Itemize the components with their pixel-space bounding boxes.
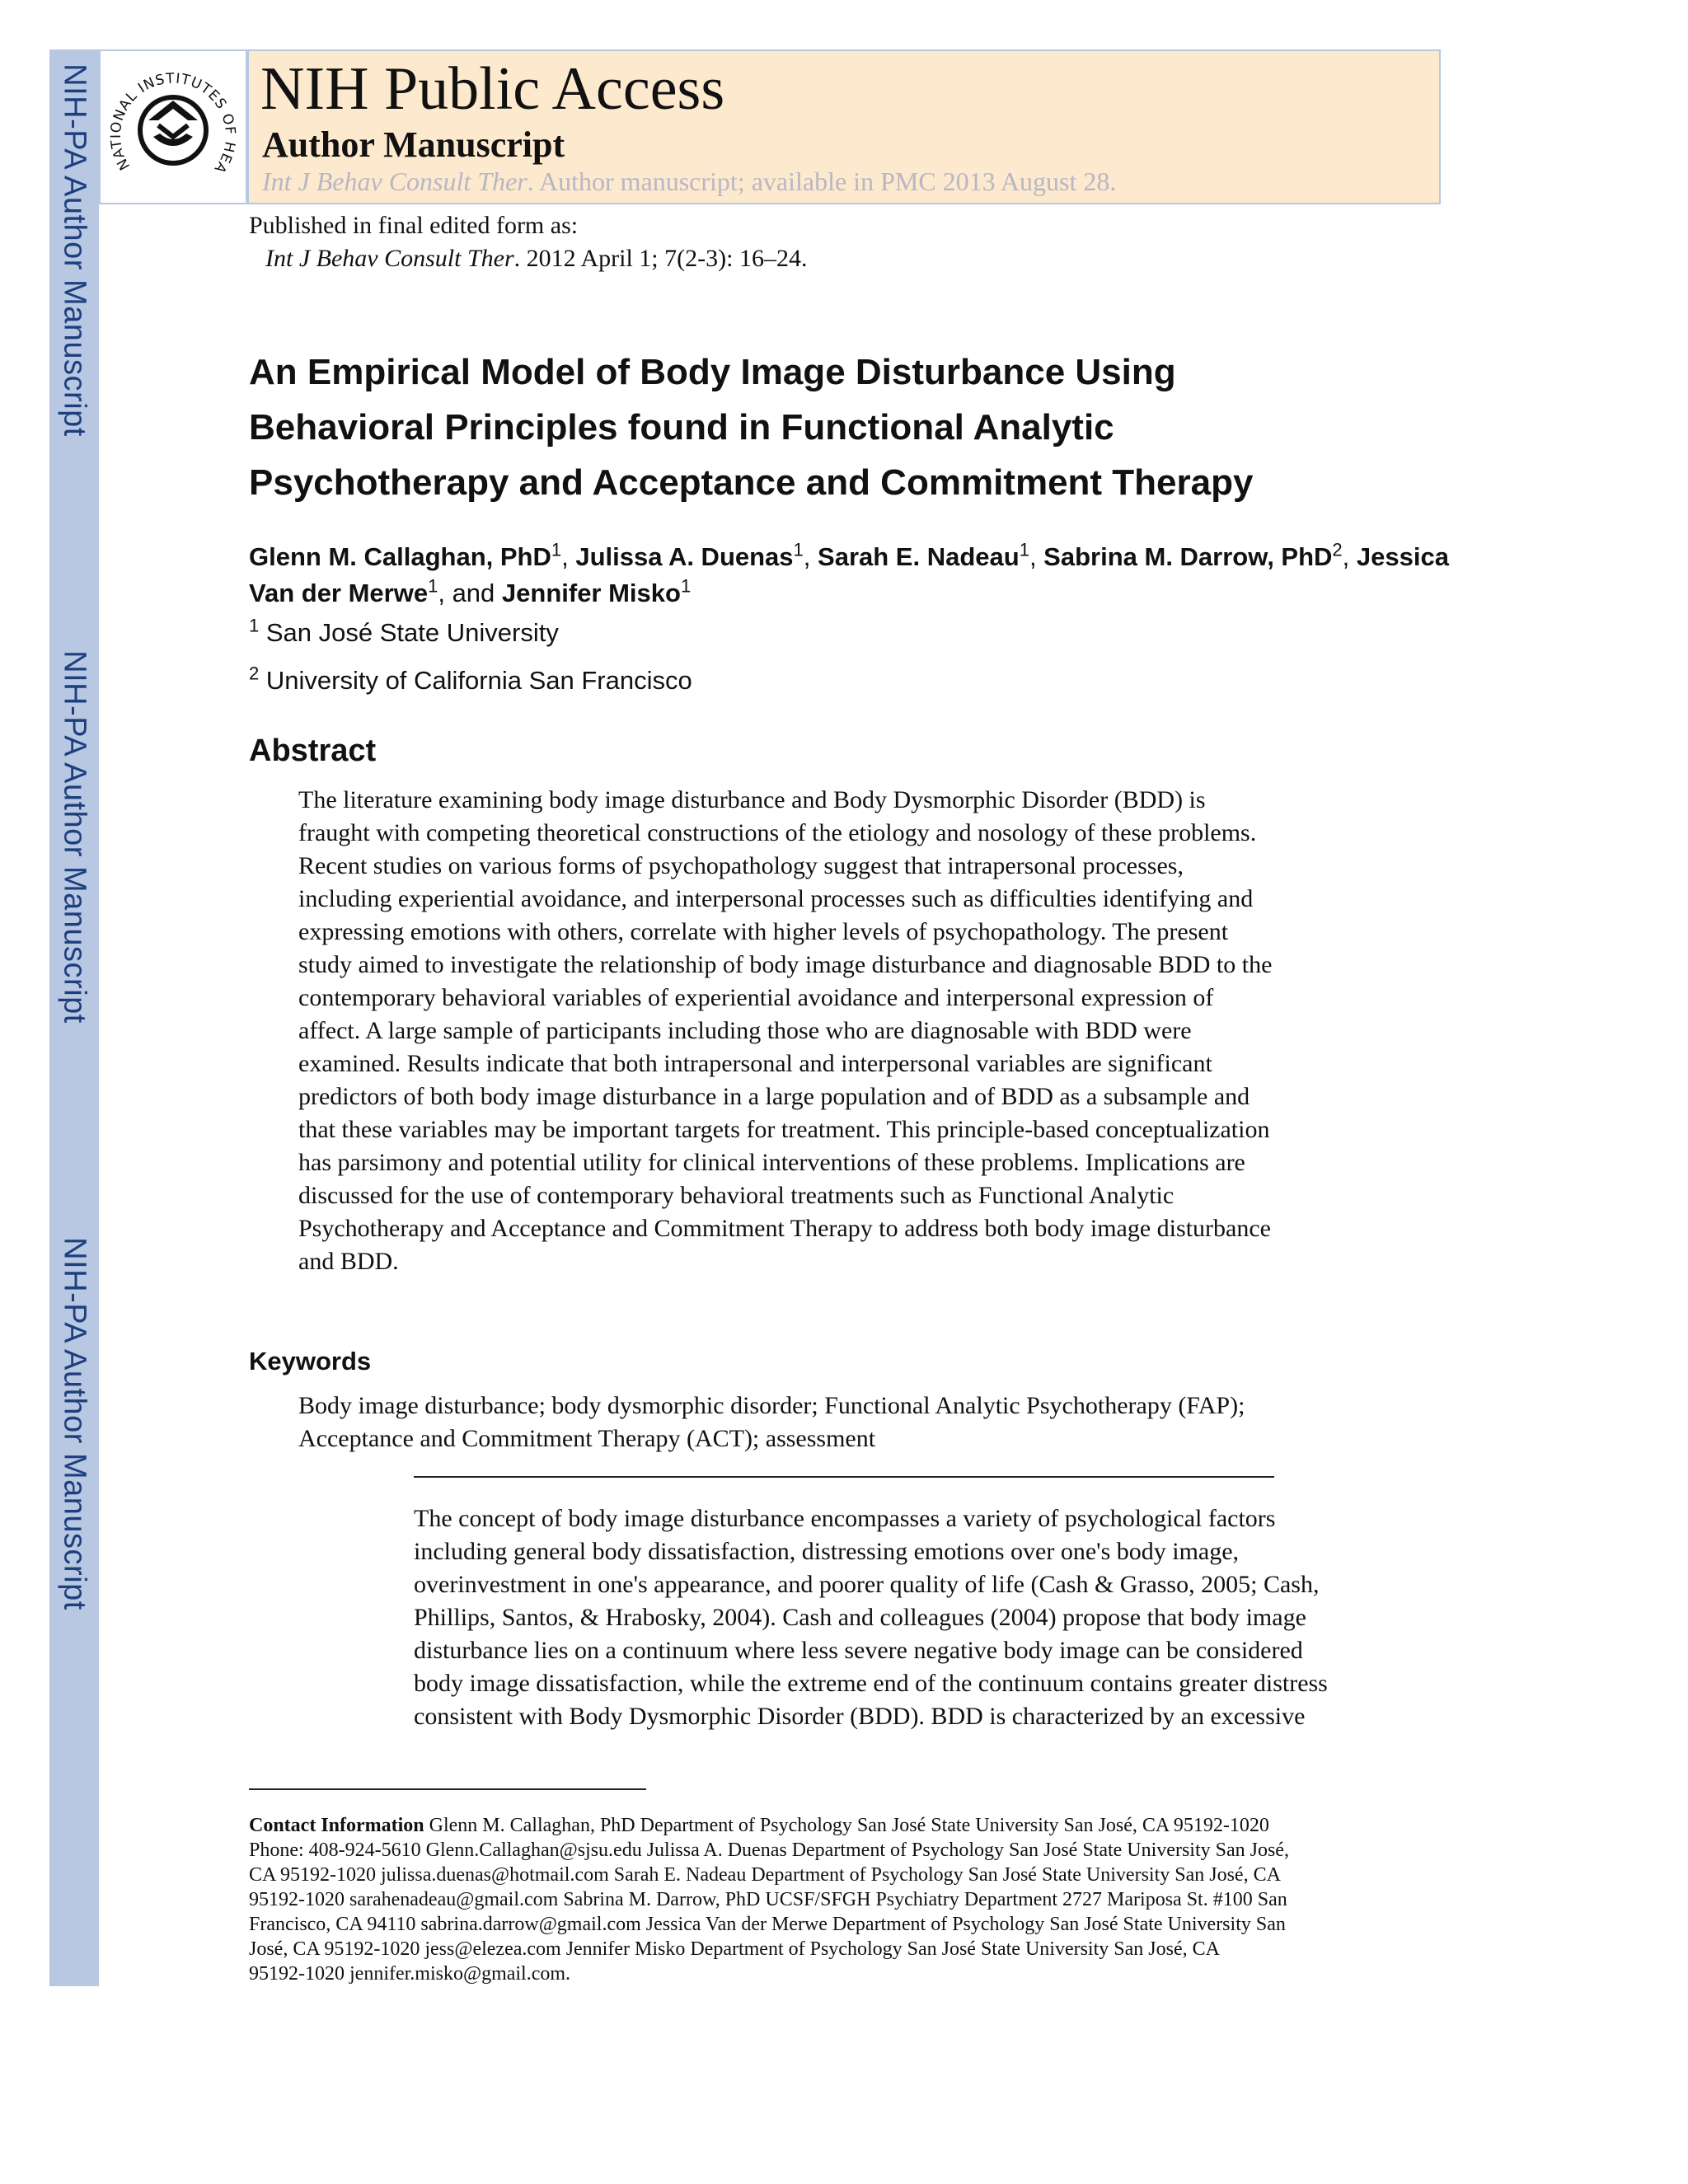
abstract-line: including experiential avoidance, and interpersonal processes such as difficulties identifying and (298, 885, 1254, 912)
contact-line: CA 95192-1020 julissa.duenas@hotmail.com Sarah E. Nadeau Department of Psychology San José State University San José, CA (249, 1864, 1281, 1886)
abstract-line: examined. Results indicate that both intrapersonal and interpersonal variables are significant (298, 1050, 1212, 1077)
affiliation-name: University of California San Francisco (265, 666, 692, 695)
title-line: Behavioral Principles found in Functional Analytic (249, 407, 1114, 448)
title-line: An Empirical Model of Body Image Disturbance Using (249, 352, 1176, 392)
abstract-line: discussed for the use of contemporary behavioral treatments such as Functional Analytic (298, 1182, 1175, 1209)
author-list (249, 539, 1452, 612)
keywords-line: Body image disturbance; body dysmorphic disorder; Functional Analytic Psychotherapy (FAP); (298, 1392, 1245, 1419)
abstract-line: fraught with competing theoretical constructions of the etiology and nosology of these problems. (298, 819, 1257, 846)
abstract-line: affect. A large sample of participants including those who are diagnosable with BDD were (298, 1017, 1192, 1044)
article-title (249, 344, 1403, 510)
abstract-line: contemporary behavioral variables of experiential avoidance and interpersonal expression of (298, 984, 1214, 1011)
banner-title: NIH Public Access (260, 55, 725, 123)
footnote-divider (249, 1788, 646, 1790)
abstract-line: predictors of both body image disturbance in a large population and of BDD as a subsample and (298, 1083, 1250, 1110)
author-name: Glenn M. Callaghan, PhD (249, 542, 551, 571)
intro-paragraph (414, 1502, 1328, 1733)
intro-line: overinvestment in one's appearance, and poorer quality of life (Cash & Grasso, 2005; Cash, (414, 1571, 1320, 1598)
intro-line: consistent with Body Dysmorphic Disorder (BDD). BDD is characterized by an excessive (414, 1703, 1306, 1730)
author-separator: , and (438, 579, 502, 607)
nih-logo (99, 49, 247, 204)
affiliation-name: San José State University (265, 618, 559, 647)
author-separator: , (561, 542, 576, 571)
author-affil-mark: 1 (428, 575, 438, 597)
affiliation-mark: 1 (249, 615, 260, 636)
affiliation (249, 616, 559, 649)
author-name: Jennifer Misko (501, 579, 681, 607)
contact-line: 95192-1020 sarahenadeau@gmail.com Sabrina M. Darrow, PhD UCSF/SFGH Psychiatry Department 2727 Mariposa St. #100 San (249, 1889, 1287, 1910)
abstract-line: The literature examining body image disturbance and Body Dysmorphic Disorder (BDD) is (298, 786, 1206, 813)
contact-information (249, 1813, 1289, 1986)
intro-line: body image dissatisfaction, while the extreme end of the continuum contains greater distress (414, 1670, 1328, 1697)
banner-citation-rest: . Author manuscript; available in PMC 2013 August 28. (527, 166, 1117, 196)
nih-seal-icon (101, 51, 246, 203)
intro-line: The concept of body image disturbance encompasses a variety of psychological factors (414, 1505, 1276, 1532)
keywords-body (298, 1390, 1245, 1455)
author-name: Sarah E. Nadeau (818, 542, 1020, 571)
abstract-line: study aimed to investigate the relationship of body image disturbance and diagnosable BDD to the (298, 951, 1273, 978)
published-label: Published in final edited form as: (249, 212, 579, 239)
abstract-line: that these variables may be important targets for treatment. This principle-based conceptualization (298, 1116, 1270, 1143)
nih-public-access-banner (247, 49, 1441, 204)
abstract-line: Recent studies on various forms of psychopathology suggest that intrapersonal processes, (298, 852, 1184, 879)
contact-line: Francisco, CA 94110 sabrina.darrow@gmail.com Jessica Van der Merwe Department of Psychology San José State University San (249, 1914, 1286, 1935)
author-separator: , (1029, 542, 1044, 571)
svg-text:NATIONAL INSTITUTES OF HEALTH (101, 51, 238, 176)
publication-citation (265, 242, 807, 275)
abstract-line: Psychotherapy and Acceptance and Commitment Therapy to address both body image disturbance (298, 1215, 1271, 1242)
abstract-body (298, 784, 1444, 1278)
intro-line: Phillips, Santos, & Hrabosky, 2004). Cash and colleagues (2004) propose that body image (414, 1604, 1306, 1631)
affiliation (249, 664, 692, 697)
affiliation-mark: 2 (249, 663, 260, 684)
author-affil-mark: 2 (1332, 539, 1343, 560)
author-affil-mark: 1 (551, 539, 562, 560)
intro-line: including general body dissatisfaction, distressing emotions over one's body image, (414, 1538, 1240, 1565)
author-affil-mark: 1 (680, 575, 692, 597)
author-name: Sabrina M. Darrow, PhD (1043, 542, 1333, 571)
author-affil-mark: 1 (1019, 539, 1029, 560)
logo-ring-text: NATIONAL INSTITUTES OF HEA (107, 70, 239, 177)
contact-line: José, CA 95192-1020 jess@elezea.com Jennifer Misko Department of Psychology San José State University San José, CA (249, 1938, 1220, 1960)
abstract-line: has parsimony and potential utility for clinical interventions of these problems. Implications are (298, 1149, 1245, 1176)
keywords-heading: Keywords (249, 1347, 372, 1376)
contact-line (249, 1813, 1289, 1838)
banner-subtitle: Author Manuscript (262, 124, 565, 165)
abstract-line: expressing emotions with others, correlate with higher levels of psychopathology. The present (298, 918, 1229, 945)
author-name: Jessica Van der Merwe (249, 542, 1449, 607)
author-separator: , (1342, 542, 1357, 571)
contact-label: Contact Information (249, 1815, 424, 1836)
contact-line: Phone: 408-924-5610 Glenn.Callaghan@sjsu.edu Julissa A. Duenas Department of Psychology San José State University San José, (249, 1840, 1289, 1861)
publication-journal: Int J Behav Consult Ther (265, 245, 514, 272)
banner-journal: Int J Behav Consult Ther (262, 166, 528, 196)
keywords-line: Acceptance and Commitment Therapy (ACT); assessment (298, 1425, 876, 1452)
title-line: Psychotherapy and Acceptance and Commitment Therapy (249, 462, 1254, 503)
contact-text: Glenn M. Callaghan, PhD Department of Psychology San José State University San José, CA 95192-1020 (424, 1815, 1269, 1836)
author-separator: , (803, 542, 818, 571)
abstract-heading: Abstract (249, 733, 377, 768)
contact-line: 95192-1020 jennifer.misko@gmail.com. (249, 1963, 571, 1985)
banner-citation (262, 163, 1116, 199)
publication-details: . 2012 April 1; 7(2-3): 16–24. (513, 245, 808, 272)
abstract-line: and BDD. (298, 1248, 399, 1275)
author-affil-mark: 1 (793, 539, 804, 560)
intro-line: disturbance lies on a continuum where less severe negative body image can be considered (414, 1637, 1303, 1664)
author-name: Julissa A. Duenas (575, 542, 794, 571)
section-divider (414, 1476, 1274, 1478)
